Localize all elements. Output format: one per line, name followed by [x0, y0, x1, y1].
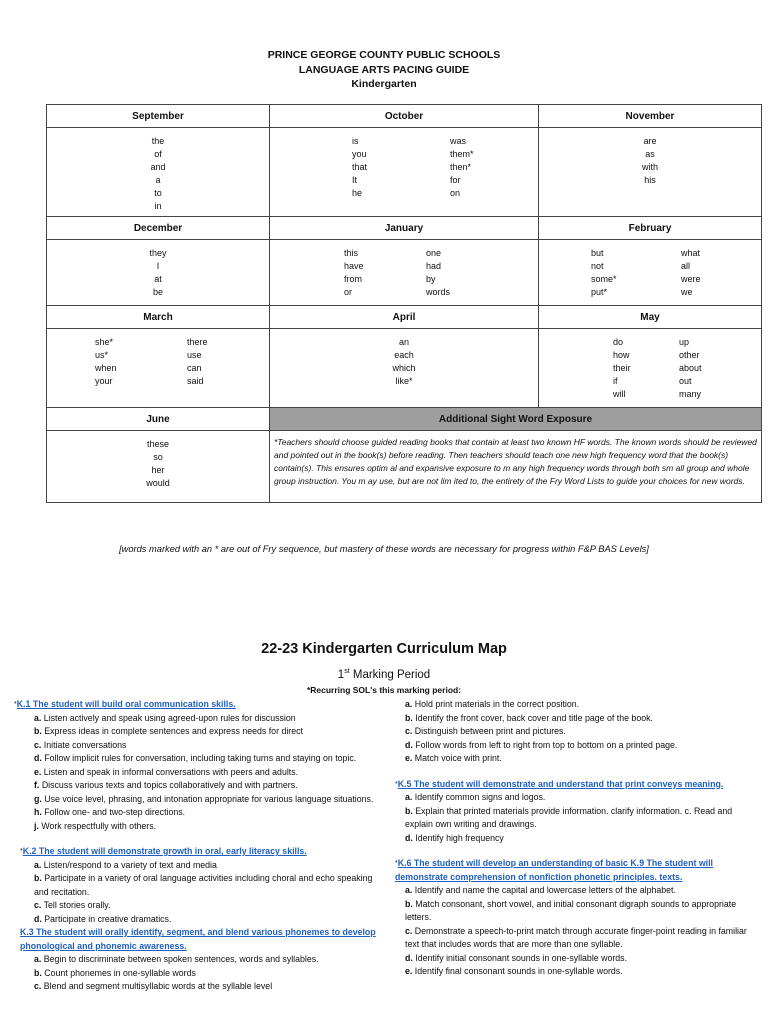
sight-word: out — [679, 376, 692, 386]
standard-objective: c. Distinguish between print and pictures. — [405, 726, 566, 736]
standard-objective: a. Listen/respond to a variety of text and media — [34, 859, 217, 870]
sight-word: up — [679, 337, 690, 347]
standard-k6-link[interactable]: K.6 The student will develop an understanding of basic K.9 The student will demonstrate comprehension of nonfiction phonetic principles. texts. — [395, 858, 713, 882]
standard-objective: c. Blend and segment multisyllabic words at the syllable level — [34, 981, 273, 991]
standard-objective: d. Participate in creative dramatics. — [34, 913, 172, 924]
curriculum-map-title: 22-23 Kindergarten Curriculum Map — [261, 641, 507, 657]
sight-word: many — [679, 389, 702, 399]
sight-word: not — [591, 261, 604, 271]
standard-objective: e. Identify final consonant sounds in one-syllable words. — [405, 966, 623, 976]
month-header-row — [47, 217, 762, 240]
standard-k1-link[interactable]: K.1 The student will build oral communication skills. — [16, 699, 236, 709]
sight-word: said — [187, 376, 204, 386]
additional-sight-word-note: *Teachers should choose guided reading books that contain at least two known HF words. The known words should be reviewed and pointed out in the book(s) before reading. Then teachers should teach one new high frequency word that the book(s) contain(s). This ensures optim al and expansive exposure to m any high frequency words through both sm all group and whole group instruction. You m ay use, but are not lim ited to, the entirety of the Fry Word Lists to guide your choices for new words. — [270, 431, 762, 503]
month-header-march: March — [47, 306, 270, 329]
standard-objective: d. Identify high frequency — [405, 832, 504, 843]
standard-k6: *K.6 The student will develop an understanding of basic K.9 The student will demonstrate comprehension of nonfiction phonetic principles. texts. a. Identify and name the capital and lowercase letters of the alphabet. b. Match consonant, short vowel, and initial consonant digraph sounds to appropriate letters. c. Demonstrate a speech-to-print match through accurate finger-point reading in familiar text that includes words that are more than one syllable. d. Identify initial consonant sounds in one-syllable words. e. Identify final consonant sounds in one-syllable words. — [395, 857, 757, 979]
sight-word: would — [146, 478, 170, 488]
standard-k5-link[interactable]: K.5 The student will demonstrate and understand that print conveys meaning. — [397, 778, 724, 789]
sight-word: use — [187, 350, 202, 360]
standard-objective: j. Work respectfully with others. — [34, 820, 157, 831]
sight-word: other — [679, 350, 700, 360]
marking-period-heading: 1st Marking Period — [337, 668, 431, 681]
standards-right-column — [395, 698, 757, 979]
sight-word: words — [426, 287, 451, 297]
sight-word: they — [149, 248, 167, 258]
sight-word: his — [644, 175, 656, 185]
month-header-june: June — [47, 408, 270, 431]
sight-word: their — [613, 363, 631, 373]
sight-word: are — [643, 136, 657, 146]
sight-word: of — [154, 149, 162, 159]
sight-word: by — [426, 274, 436, 284]
standard-k2: *K.2 The student will demonstrate growth in oral, early literacy skills. a. Listen/respond to a variety of text and media b. Participate in a variety of oral language activities including choral and echo speaking and recitation. c. Tell stories orally. d. Participate in creative dramatics. — [14, 845, 380, 926]
october-words — [270, 128, 539, 217]
month-header-row — [47, 306, 762, 329]
sight-word: do — [613, 337, 624, 347]
sight-word-pacing-table — [46, 104, 762, 503]
sight-word: have — [344, 261, 364, 271]
standard-objective: e. Listen and speak in informal conversations with peers and adults. — [34, 766, 299, 777]
standard-objective: b. Count phonemes in one-syllable words — [34, 967, 196, 978]
sight-word: but — [591, 248, 604, 258]
sight-word: be — [152, 287, 163, 297]
june-words — [47, 431, 270, 503]
standard-objective: a. Identify and name the capital and lowercase letters of the alphabet. — [405, 885, 676, 895]
standard-objective: b. Explain that printed materials provide information. clarify information. c. Read and explain own writing and drawings. — [405, 805, 733, 829]
sight-word: an — [398, 337, 409, 347]
sight-word: were — [681, 274, 701, 284]
sight-word: then* — [450, 162, 472, 172]
standard-k3 — [14, 926, 380, 994]
sight-word: there — [187, 337, 208, 347]
sight-word: and — [150, 162, 166, 172]
guide-title: LANGUAGE ARTS PACING GUIDE — [298, 63, 470, 76]
november-words — [539, 128, 762, 217]
february-words — [539, 240, 762, 306]
sight-word: each — [394, 350, 414, 360]
sight-word: if — [613, 376, 618, 386]
sight-word: put* — [591, 287, 608, 297]
sight-word: she* — [95, 337, 114, 347]
standard-objective: c. Tell stories orally. — [34, 900, 111, 910]
month-header-january: January — [270, 217, 539, 240]
standard-k5: *K.5 The student will demonstrate and understand that print conveys meaning. a. Identify common signs and logos. b. Explain that printed materials provide information. clarify information. c. Read and explain own writing and drawings. d. Identify high frequency — [395, 778, 757, 846]
sight-word: on — [450, 188, 461, 198]
sight-word: for — [450, 175, 461, 185]
sight-word: at — [154, 274, 162, 284]
standard-objective: d. Identify initial consonant sounds in one-syllable words. — [405, 952, 628, 963]
month-header-april: April — [270, 306, 539, 329]
sight-word: he — [352, 188, 363, 198]
sight-word: these — [146, 439, 170, 449]
sight-word: her — [151, 465, 165, 475]
standard-k1: *K.1 The student will build oral communication skills. a. Listen actively and speak using agreed-upon rules for discussion b. Express ideas in complete sentences and express needs for direct c. Initiate conversations d. Follow implicit rules for conversation, including taking turns and staying on topic. e. Listen and speak in informal conversations with peers and adults. f. Discuss various texts and topics collaboratively and with partners. g. Use voice level, phrasing, and intonation appropriate for various language situations. h. Follow one- and two-step directions. j. Work respectfully with others. — [14, 698, 380, 833]
sight-word: is — [352, 136, 359, 146]
month-header-february: February — [539, 217, 762, 240]
month-header-december: December — [47, 217, 270, 240]
sight-word: us* — [95, 350, 109, 360]
standard-objective: f. Discuss various texts and topics collaboratively and with partners. — [34, 780, 298, 790]
grade-level: Kindergarten — [351, 78, 417, 90]
sight-word: from — [344, 274, 362, 284]
sight-word: we — [681, 287, 693, 297]
standard-objective: c. Initiate conversations — [34, 739, 127, 750]
sight-word: all — [681, 261, 691, 271]
sight-word: how — [613, 350, 630, 360]
sight-word: was — [450, 136, 467, 146]
standard-objective: a. Identify common signs and logos. — [405, 792, 546, 802]
asterisk-footnote: [words marked with an * are out of Fry sequence, but mastery of these words are necessary for progress within F&P BAS Levels] — [119, 544, 649, 554]
sight-word: the — [151, 136, 165, 146]
standard-objective: b. Match consonant, short vowel, and initial consonant digraph sounds to appropriate letters. — [405, 898, 737, 922]
standard-objective: c. Demonstrate a speech-to-print match through accurate finger-point reading in familiar text that includes words that are more than one syllable. — [405, 925, 747, 949]
word-row — [47, 128, 762, 217]
standard-objective: d. Follow implicit rules for conversation, including taking turns and staying on topic. — [34, 753, 357, 763]
december-words — [47, 240, 270, 306]
month-header-november: November — [539, 105, 762, 128]
standard-k3-link[interactable]: K.3 The student will orally identify, segment, and blend various phonemes to develop phonological and phonemic awareness. — [20, 927, 376, 951]
word-row — [47, 329, 762, 408]
standard-objective: g. Use voice level, phrasing, and intonation appropriate for various language situations. — [34, 793, 374, 804]
sight-word: what — [681, 248, 701, 258]
sight-word: your — [95, 376, 113, 386]
sight-word: which — [392, 363, 416, 373]
september-words — [47, 128, 270, 217]
sight-word: or — [344, 287, 353, 297]
may-words — [539, 329, 762, 408]
sight-word: so — [153, 452, 163, 462]
standard-objective: b. Identify the front cover, back cover and title page of the book. — [405, 712, 653, 723]
sight-word: to — [154, 188, 162, 198]
standard-objective: a. Hold print materials in the correct position. — [405, 699, 580, 709]
standards-left-column — [14, 698, 380, 994]
word-row — [47, 240, 762, 306]
sight-word: can — [187, 363, 202, 373]
sight-word: in — [154, 201, 162, 211]
standard-objective: a. Listen actively and speak using agreed-upon rules for discussion — [34, 712, 296, 723]
sight-word: them* — [450, 149, 474, 159]
march-words — [47, 329, 270, 408]
april-words — [270, 329, 539, 408]
word-row — [47, 431, 762, 503]
standard-k2-link[interactable]: K.2 The student will demonstrate growth in oral, early literacy skills. — [22, 846, 307, 856]
sight-word: a — [155, 175, 161, 185]
standard-objective: b. Express ideas in complete sentences and express needs for direct — [34, 726, 303, 736]
sight-word: I — [156, 261, 160, 271]
sight-word: this — [344, 248, 359, 258]
sight-word: you — [352, 149, 367, 159]
standard-k4-items — [395, 698, 757, 766]
additional-sight-word-header: Additional Sight Word Exposure — [270, 408, 762, 431]
sight-word: with — [641, 162, 658, 172]
sight-word: one — [426, 248, 442, 258]
month-header-may: May — [539, 306, 762, 329]
sight-word: some* — [591, 274, 617, 284]
standard-objective: h. Follow one- and two-step directions. — [34, 807, 186, 817]
month-header-row — [47, 408, 762, 431]
district-name: PRINCE GEORGE COUNTY PUBLIC SCHOOLS — [267, 49, 501, 61]
january-words — [270, 240, 539, 306]
sight-word: that — [352, 162, 368, 172]
sight-word: as — [645, 149, 655, 159]
standard-objective: b. Participate in a variety of oral language activities including choral and echo speaking and recitation. — [34, 873, 373, 897]
sight-word: had — [426, 261, 442, 271]
sight-word: when — [95, 363, 117, 373]
sight-word: will — [613, 389, 626, 399]
standard-objective: a. Begin to discriminate between spoken sentences, words and syllables. — [34, 954, 319, 964]
month-header-row — [47, 105, 762, 128]
sight-word: like* — [395, 376, 413, 386]
sight-word: about — [679, 363, 702, 373]
month-header-october: October — [270, 105, 539, 128]
month-header-september: September — [47, 105, 270, 128]
standard-objective: d. Follow words from left to right from top to bottom on a printed page. — [405, 739, 678, 750]
standard-objective: e. Match voice with print. — [405, 753, 502, 763]
sight-word: It — [352, 175, 358, 185]
document-header — [0, 48, 768, 92]
recurring-sol-note: *Recurring SOL's this marking period: — [306, 685, 462, 695]
